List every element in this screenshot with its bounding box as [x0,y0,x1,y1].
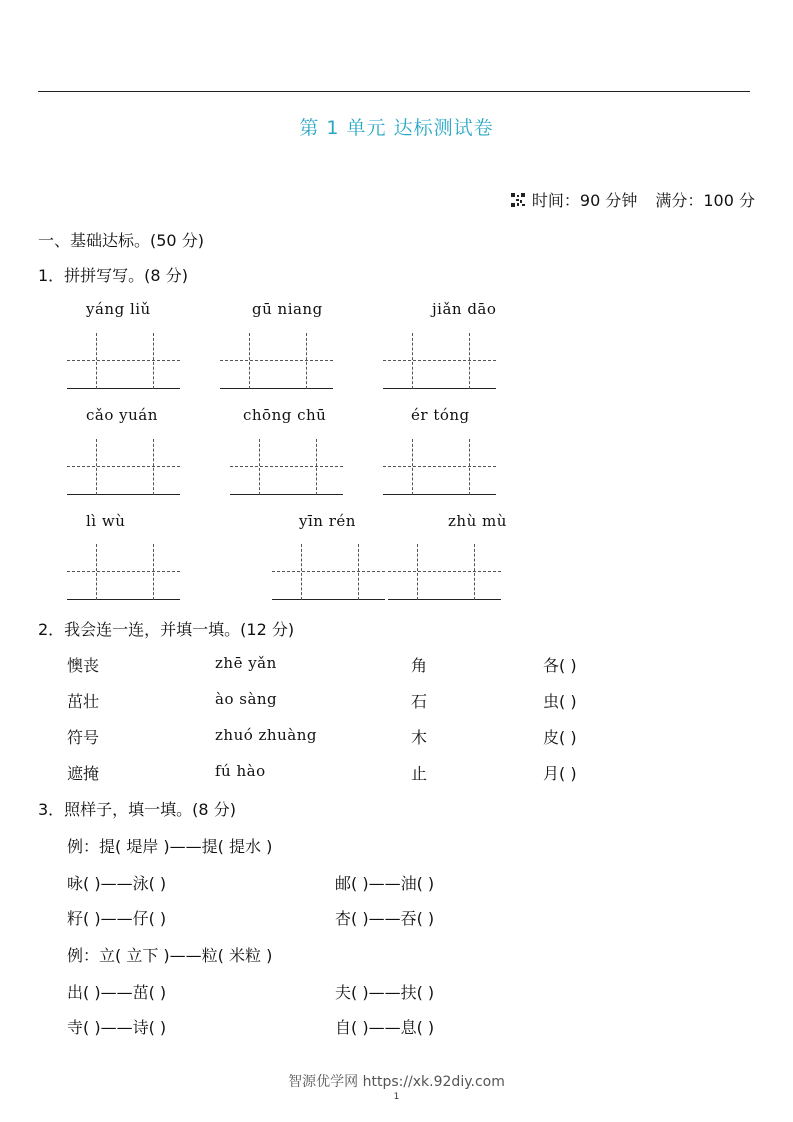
writing-grid[interactable] [388,544,501,600]
writing-grid[interactable] [383,333,496,389]
score-label: 满分：100 分 [655,191,755,210]
example-line: 例：提( 堤岸 )——提( 提水 ) [67,837,273,856]
fill-blank-pair[interactable]: 邮( )——油( ) [335,874,435,893]
pinyin-label: cǎo yuán [86,406,158,424]
pinyin-label: jiǎn dāo [432,300,497,318]
fill-blank-pair[interactable]: 出( )——茁( ) [67,983,167,1002]
fill-blank-pair[interactable]: 咏( )——泳( ) [67,874,167,893]
qr-code-icon [510,192,526,208]
header-rule [38,91,750,92]
match-pinyin[interactable]: fú hào [215,762,266,780]
page-title: 第 1 单元 达标测试卷 [299,117,494,139]
fill-blank[interactable]: 皮( ) [543,728,577,747]
radical-char: 角 [411,656,428,675]
footer-site: 智源优学网 https://xk.92diy.com [288,1074,505,1090]
writing-grid[interactable] [67,439,180,495]
section-heading: 一、基础达标。(50 分) [38,231,204,250]
pinyin-label: gū niang [252,300,323,318]
pinyin-label: ér tóng [411,406,470,424]
writing-grid[interactable] [272,544,385,600]
fill-blank-pair[interactable]: 夫( )——扶( ) [335,983,435,1002]
time-label: 时间：90 分钟 [531,191,638,210]
match-pinyin[interactable]: zhuó zhuàng [215,726,317,744]
writing-grid[interactable] [383,439,496,495]
pinyin-label: yáng liǔ [86,300,151,318]
fill-blank-pair[interactable]: 自( )——息( ) [335,1018,435,1037]
question-2-heading: 2．我会连一连，并填一填。(12 分) [38,620,295,639]
exam-meta [510,188,755,211]
question-3-heading: 3．照样子，填一填。(8 分) [38,800,236,819]
fill-blank[interactable]: 虫( ) [543,692,577,711]
radical-char: 木 [411,728,428,747]
radical-char: 石 [411,692,428,711]
match-word[interactable]: 遮掩 [67,764,100,783]
pinyin-label: yīn rén [299,512,356,530]
pinyin-label: zhù mù [448,512,507,530]
match-pinyin[interactable]: zhē yǎn [215,654,277,672]
writing-grid[interactable] [67,333,180,389]
match-word[interactable]: 懊丧 [67,656,100,675]
fill-blank[interactable]: 月( ) [543,764,577,783]
fill-blank-pair[interactable]: 寺( )——诗( ) [67,1018,167,1037]
writing-grid[interactable] [67,544,180,600]
pinyin-label: lì wù [86,512,126,530]
fill-blank-pair[interactable]: 杏( )——吞( ) [335,909,435,928]
example-line: 例：立( 立下 )——粒( 米粒 ) [67,946,273,965]
radical-char: 止 [411,764,428,783]
writing-grid[interactable] [230,439,343,495]
fill-blank[interactable]: 各( ) [543,656,577,675]
pinyin-label: chōng chū [243,406,327,424]
match-word[interactable]: 符号 [67,728,100,747]
question-1-heading: 1．拼拼写写。(8 分) [38,266,188,285]
page-number: 1 [393,1092,400,1102]
match-pinyin[interactable]: ào sàng [215,690,278,708]
match-word[interactable]: 茁壮 [67,692,100,711]
fill-blank-pair[interactable]: 籽( )——仔( ) [67,909,167,928]
writing-grid[interactable] [220,333,333,389]
